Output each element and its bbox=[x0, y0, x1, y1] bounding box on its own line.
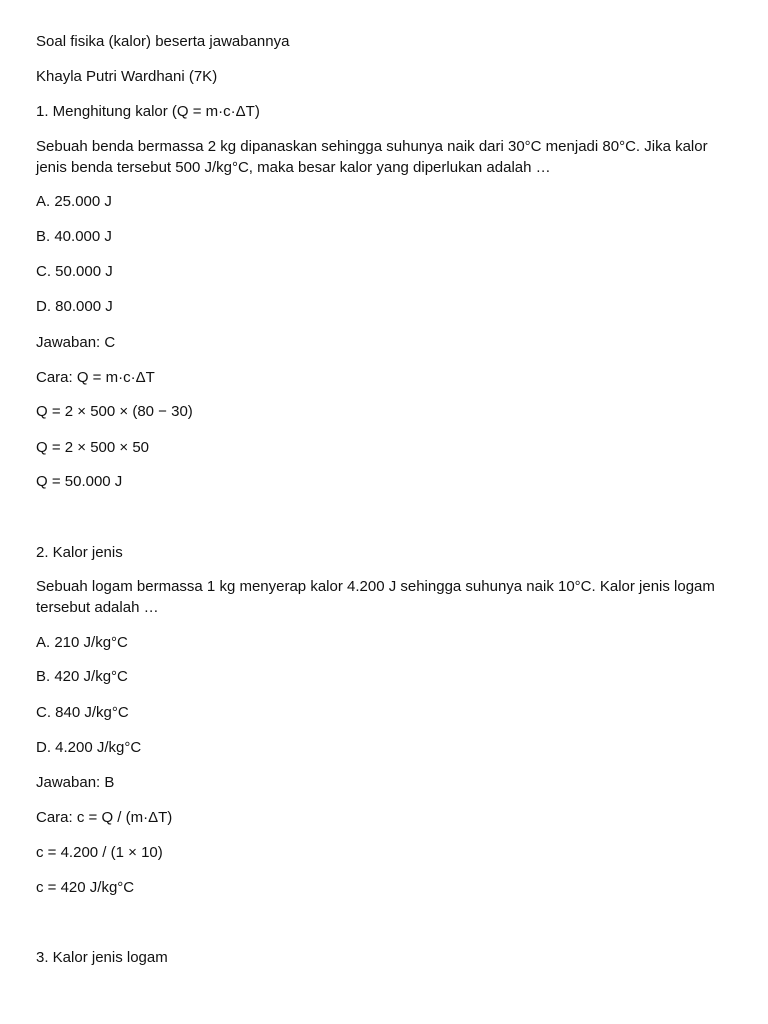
question-1-text: Sebuah benda bermassa 2 kg dipanaskan sehingga suhunya naik dari 30°C menjadi 80°C. Jika kalor jenis benda tersebut 500 J/kg°C, maka besar kalor yang diperlukan adalah … bbox=[36, 138, 708, 176]
question-2-option-c: C. 840 J/kg°C bbox=[36, 704, 129, 721]
question-1-heading: 1. Menghitung kalor (Q = m·c·ΔT) bbox=[36, 103, 260, 120]
question-3-heading: 3. Kalor jenis logam bbox=[36, 949, 168, 966]
question-2-step-1: Cara: c = Q / (m·ΔT) bbox=[36, 809, 173, 826]
question-1-option-a: A. 25.000 J bbox=[36, 193, 112, 210]
question-1-step-3: Q = 2 × 500 × 50 bbox=[36, 439, 150, 456]
question-1-answer: Jawaban: C bbox=[36, 334, 116, 351]
question-2-option-d: D. 4.200 J/kg°C bbox=[36, 739, 142, 756]
question-2-answer: Jawaban: B bbox=[36, 774, 115, 791]
question-1-option-c: C. 50.000 J bbox=[36, 263, 113, 280]
question-1-option-b: B. 40.000 J bbox=[36, 228, 112, 245]
question-2-step-2: c = 4.200 / (1 × 10) bbox=[36, 844, 163, 861]
document-title: Soal fisika (kalor) beserta jawabannya bbox=[36, 33, 290, 50]
question-1-step-4: Q = 50.000 J bbox=[36, 473, 123, 490]
question-2-step-3: c = 420 J/kg°C bbox=[36, 879, 135, 896]
question-1-option-d: D. 80.000 J bbox=[36, 298, 113, 315]
question-2-heading: 2. Kalor jenis bbox=[36, 544, 123, 561]
question-2-option-b: B. 420 J/kg°C bbox=[36, 668, 128, 685]
question-1-step-2: Q = 2 × 500 × (80 − 30) bbox=[36, 403, 193, 420]
question-2-text: Sebuah logam bermassa 1 kg menyerap kalor 4.200 J sehingga suhunya naik 10°C. Kalor jenis logam tersebut adalah … bbox=[36, 578, 715, 616]
question-2-option-a: A. 210 J/kg°C bbox=[36, 634, 128, 651]
document-page bbox=[36, 0, 736, 1024]
question-1-step-1: Cara: Q = m·c·ΔT bbox=[36, 369, 155, 386]
author-line: Khayla Putri Wardhani (7K) bbox=[36, 68, 218, 85]
